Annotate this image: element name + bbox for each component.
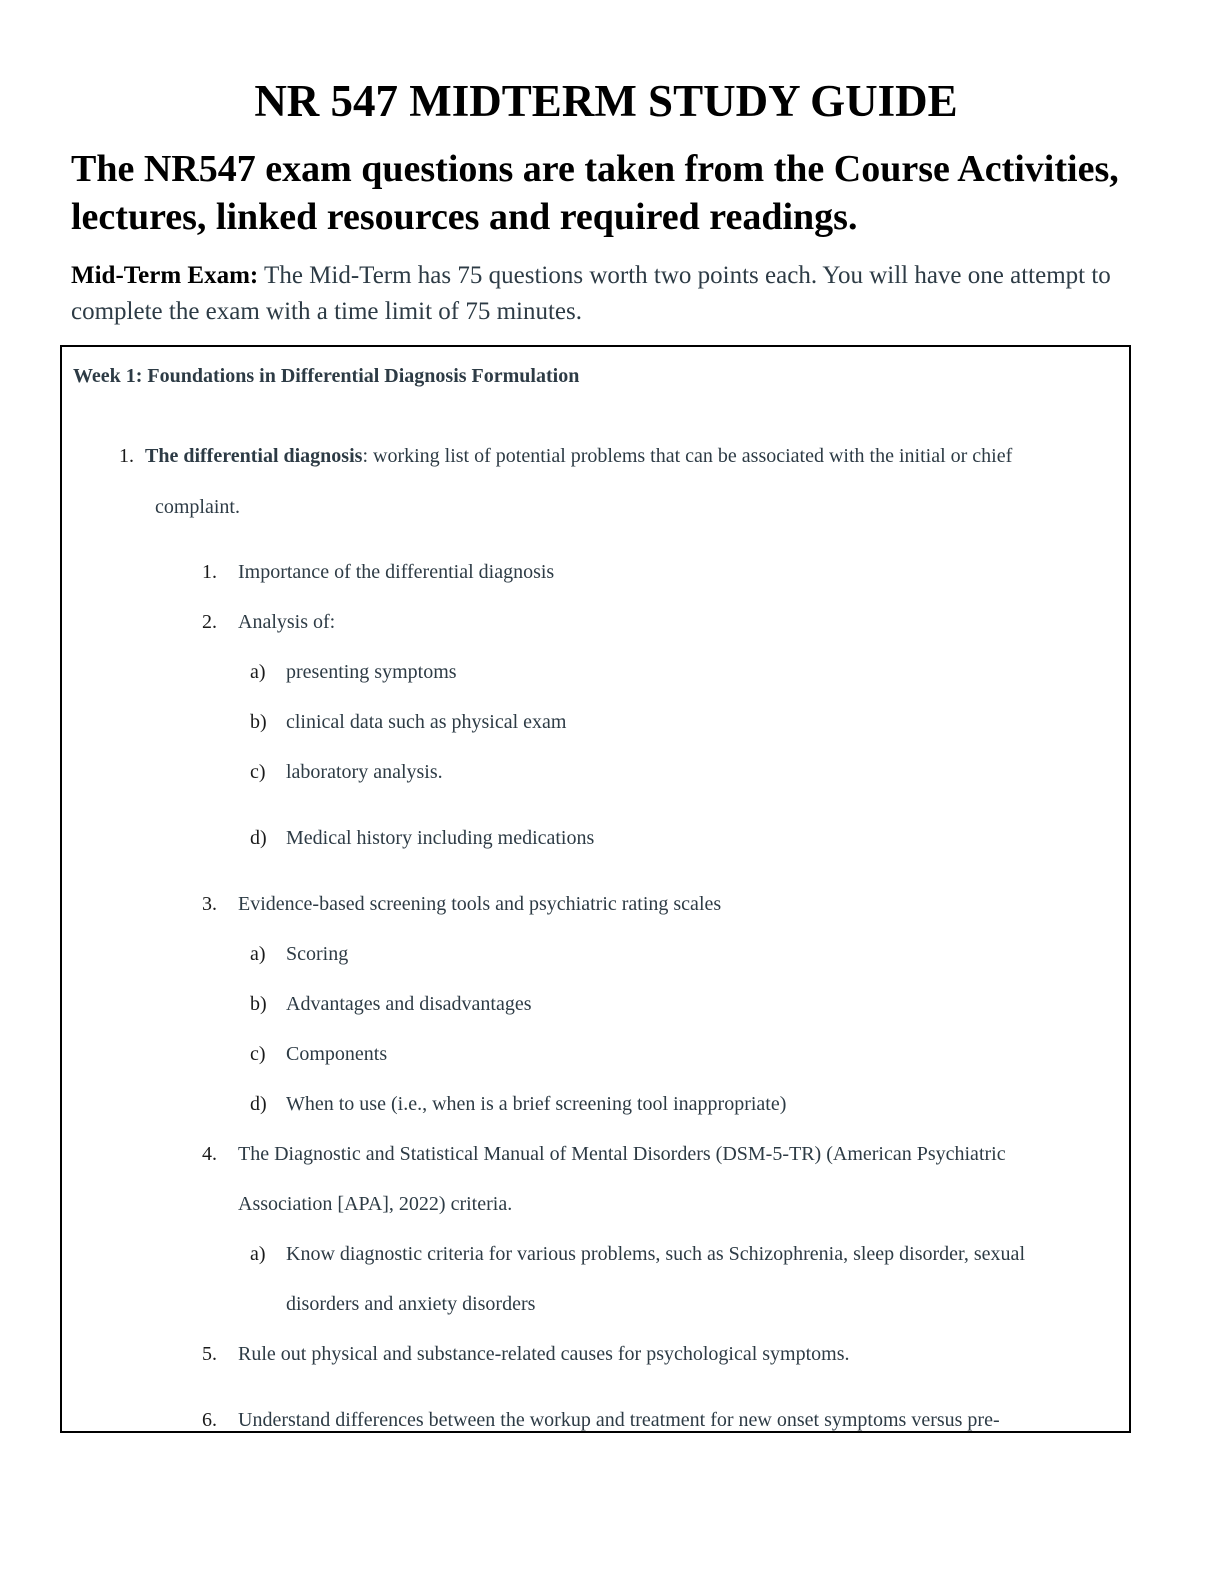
item-letter: b) xyxy=(250,711,267,733)
subitem-text: Evidence-based screening tools and psychiatric rating scales xyxy=(238,893,722,915)
subitem-text: The Diagnostic and Statistical Manual of Mental Disorders (DSM-5-TR) (American Psychiatric xyxy=(238,1143,1006,1165)
item-text: presenting symptoms xyxy=(286,661,457,683)
item-text: When to use (i.e., when is a brief screening tool inappropriate) xyxy=(286,1093,787,1115)
item-text: laboratory analysis. xyxy=(286,761,443,783)
subitem-text: Rule out physical and substance-related causes for psychological symptoms. xyxy=(238,1343,850,1365)
subitem-number: 1. xyxy=(202,561,217,583)
definition-continuation: complaint. xyxy=(155,496,240,518)
item-text-continuation: disorders and anxiety disorders xyxy=(286,1293,536,1315)
week-1-heading: Week 1: Foundations in Differential Diagnosis Formulation xyxy=(73,365,580,387)
item-letter: c) xyxy=(250,761,266,783)
subitem-text-continuation: Association [APA], 2022) criteria. xyxy=(238,1193,513,1215)
week-1-section xyxy=(60,345,1131,1433)
item-text: Components xyxy=(286,1043,388,1065)
term: The differential diagnosis xyxy=(145,445,363,467)
item-letter: a) xyxy=(250,943,266,965)
item-letter: d) xyxy=(250,1093,267,1115)
subitem-text: Analysis of: xyxy=(238,611,336,633)
item-text: Medical history including medications xyxy=(286,827,595,849)
item-letter: a) xyxy=(250,661,266,683)
item-letter: b) xyxy=(250,993,267,1015)
item-text: Advantages and disadvantages xyxy=(286,993,532,1015)
page-title: NR 547 MIDTERM STUDY GUIDE xyxy=(254,76,958,126)
subitem-number: 6. xyxy=(202,1409,217,1431)
subitem-number: 3. xyxy=(202,893,217,915)
item-text: clinical data such as physical exam xyxy=(286,711,567,733)
subitem-text: Understand differences between the workup and treatment for new onset symptoms versus pre- xyxy=(238,1409,1000,1431)
subitem-number: 2. xyxy=(202,611,217,633)
list-item-1 xyxy=(119,443,1012,469)
item-text: Scoring xyxy=(286,943,349,965)
document-subtitle: The NR547 exam questions are taken from the Course Activities, lectures, linked resources and required readings. xyxy=(71,148,1119,238)
definition: : working list of potential problems that can be associated with the initial or chief xyxy=(362,445,1013,467)
item-letter: d) xyxy=(250,827,267,849)
item-text: Know diagnostic criteria for various problems, such as Schizophrenia, sleep disorder, sexual xyxy=(286,1243,1025,1265)
list-number: 1. xyxy=(119,445,134,467)
subitem-number: 4. xyxy=(202,1143,217,1165)
exam-info xyxy=(71,258,1151,330)
item-letter: a) xyxy=(250,1243,266,1265)
item-letter: c) xyxy=(250,1043,266,1065)
exam-info-text: The Mid-Term has 75 questions worth two points each. You will have one attempt to complete the exam with a time limit of 75 minutes. xyxy=(71,262,1111,325)
subitem-number: 5. xyxy=(202,1343,217,1365)
subitem-text: Importance of the differential diagnosis xyxy=(238,561,555,583)
exam-info-label: Mid-Term Exam: xyxy=(71,262,259,289)
